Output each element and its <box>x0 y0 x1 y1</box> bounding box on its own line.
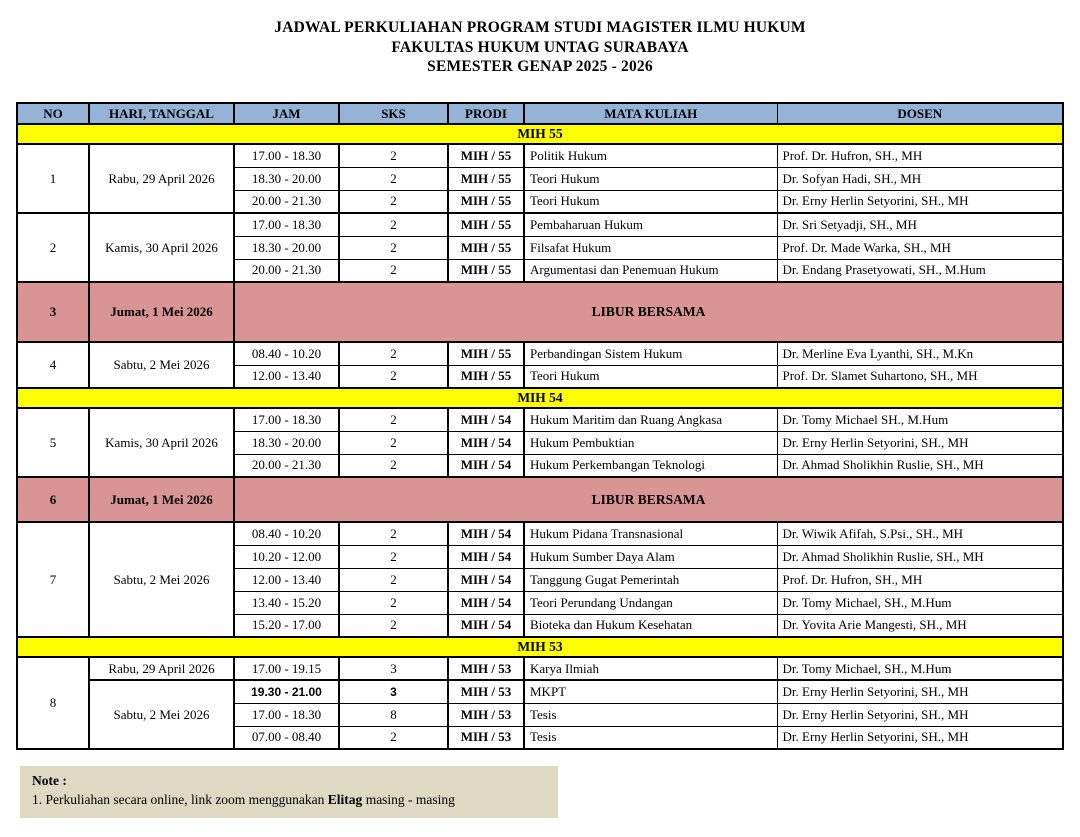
cell-jam: 12.00 - 13.40 <box>234 568 339 591</box>
column-header-no: NO <box>17 103 89 124</box>
cell-sks: 3 <box>339 680 448 703</box>
cell-date: Rabu, 29 April 2026 <box>89 657 234 680</box>
note-item-text: 1. Perkuliahan secara online, link zoom menggunakan <box>32 792 328 807</box>
cell-mata-kuliah: Tanggung Gugat Pemerintah <box>524 568 777 591</box>
cell-mata-kuliah: Hukum Pembuktian <box>524 431 777 454</box>
cell-date: Kamis, 30 April 2026 <box>89 213 234 282</box>
cell-date: Sabtu, 2 Mei 2026 <box>89 522 234 637</box>
cell-dosen: Dr. Tomy Michael, SH., M.Hum <box>777 591 1063 614</box>
cell-no: 7 <box>17 522 89 637</box>
cell-sks: 2 <box>339 726 448 749</box>
cell-jam: 18.30 - 20.00 <box>234 167 339 190</box>
cell-prodi: MIH / 55 <box>448 259 524 282</box>
cell-jam: 12.00 - 13.40 <box>234 365 339 388</box>
note-item-suffix: masing - masing <box>362 792 455 807</box>
cell-dosen: Dr. Endang Prasetyowati, SH., M.Hum <box>777 259 1063 282</box>
column-header-sks: SKS <box>339 103 448 124</box>
cell-prodi: MIH / 55 <box>448 167 524 190</box>
cell-no: 8 <box>17 657 89 749</box>
section-row-mih-54 <box>17 388 1063 408</box>
cell-prodi: MIH / 53 <box>448 680 524 703</box>
title-line-3: SEMESTER GENAP 2025 - 2026 <box>427 58 653 75</box>
cell-jam: 18.30 - 20.00 <box>234 431 339 454</box>
cell-date: Sabtu, 2 Mei 2026 <box>89 342 234 388</box>
cell-mata-kuliah: Filsafat Hukum <box>524 236 777 259</box>
cell-mata-kuliah: MKPT <box>524 680 777 703</box>
cell-no: 6 <box>17 477 89 522</box>
cell-mata-kuliah: Pembaharuan Hukum <box>524 213 777 236</box>
schedule-row <box>17 680 1063 703</box>
cell-prodi: MIH / 55 <box>448 342 524 365</box>
note-title: Note : <box>32 773 67 788</box>
cell-sks: 2 <box>339 236 448 259</box>
cell-sks: 2 <box>339 144 448 167</box>
cell-dosen: Dr. Erny Herlin Setyorini, SH., MH <box>777 726 1063 749</box>
cell-jam: 17.00 - 19.15 <box>234 657 339 680</box>
cell-prodi: MIH / 54 <box>448 614 524 637</box>
column-header-hari-tanggal: HARI, TANGGAL <box>89 103 234 124</box>
cell-sks: 8 <box>339 703 448 726</box>
column-headers <box>17 103 1063 124</box>
cell-mata-kuliah: Teori Hukum <box>524 167 777 190</box>
cell-mata-kuliah: Argumentasi dan Penemuan Hukum <box>524 259 777 282</box>
column-header-jam: JAM <box>234 103 339 124</box>
cell-dosen: Dr. Ahmad Sholikhin Ruslie, SH., MH <box>777 545 1063 568</box>
schedule-row <box>17 522 1063 545</box>
cell-mata-kuliah: Teori Hukum <box>524 190 777 213</box>
cell-jam: 17.00 - 18.30 <box>234 144 339 167</box>
cell-mata-kuliah: Teori Hukum <box>524 365 777 388</box>
cell-dosen: Dr. Sri Setyadji, SH., MH <box>777 213 1063 236</box>
cell-prodi: MIH / 55 <box>448 190 524 213</box>
cell-dosen: Dr. Tomy Michael SH., M.Hum <box>777 408 1063 431</box>
cell-prodi: MIH / 53 <box>448 726 524 749</box>
note-item-bold: Elitag <box>327 792 363 807</box>
cell-sks: 2 <box>339 431 448 454</box>
cell-date: Jumat, 1 Mei 2026 <box>89 282 234 342</box>
cell-date: Rabu, 29 April 2026 <box>89 144 234 213</box>
cell-jam: 10.20 - 12.00 <box>234 545 339 568</box>
holiday-label: LIBUR BERSAMA <box>234 477 1063 522</box>
cell-mata-kuliah: Politik Hukum <box>524 144 777 167</box>
cell-jam: 17.00 - 18.30 <box>234 213 339 236</box>
cell-prodi: MIH / 54 <box>448 591 524 614</box>
cell-jam: 19.30 - 21.00 <box>234 680 339 703</box>
cell-sks: 2 <box>339 342 448 365</box>
cell-mata-kuliah: Tesis <box>524 726 777 749</box>
cell-jam: 20.00 - 21.30 <box>234 190 339 213</box>
schedule-row <box>17 144 1063 167</box>
cell-prodi: MIH / 54 <box>448 408 524 431</box>
schedule-table <box>16 102 1064 750</box>
note-block <box>20 766 558 818</box>
cell-prodi: MIH / 55 <box>448 365 524 388</box>
column-header-dosen: DOSEN <box>777 103 1063 124</box>
schedule-row <box>17 342 1063 365</box>
cell-no: 3 <box>17 282 89 342</box>
cell-dosen: Dr. Sofyan Hadi, SH., MH <box>777 167 1063 190</box>
section-label-mih-54: MIH 54 <box>17 388 1063 408</box>
title-line-1: JADWAL PERKULIAHAN PROGRAM STUDI MAGISTER ILMU HUKUM <box>274 19 806 36</box>
cell-dosen: Dr. Erny Herlin Setyorini, SH., MH <box>777 703 1063 726</box>
section-label-mih-55: MIH 55 <box>17 124 1063 144</box>
cell-dosen: Dr. Ahmad Sholikhin Ruslie, SH., MH <box>777 454 1063 477</box>
cell-sks: 3 <box>339 657 448 680</box>
note-item <box>32 790 546 809</box>
cell-sks: 2 <box>339 408 448 431</box>
cell-prodi: MIH / 55 <box>448 144 524 167</box>
document-title <box>0 0 1080 77</box>
cell-jam: 08.40 - 10.20 <box>234 342 339 365</box>
cell-dosen: Dr. Erny Herlin Setyorini, SH., MH <box>777 431 1063 454</box>
cell-sks: 2 <box>339 568 448 591</box>
section-row-mih-55 <box>17 124 1063 144</box>
schedule-row <box>17 408 1063 431</box>
cell-mata-kuliah: Hukum Maritim dan Ruang Angkasa <box>524 408 777 431</box>
cell-prodi: MIH / 54 <box>448 568 524 591</box>
cell-sks: 2 <box>339 545 448 568</box>
cell-jam: 08.40 - 10.20 <box>234 522 339 545</box>
cell-dosen: Prof. Dr. Hufron, SH., MH <box>777 568 1063 591</box>
cell-mata-kuliah: Bioteka dan Hukum Kesehatan <box>524 614 777 637</box>
cell-dosen: Dr. Yovita Arie Mangesti, SH., MH <box>777 614 1063 637</box>
cell-mata-kuliah: Hukum Perkembangan Teknologi <box>524 454 777 477</box>
cell-no: 1 <box>17 144 89 213</box>
cell-date: Kamis, 30 April 2026 <box>89 408 234 477</box>
cell-date: Jumat, 1 Mei 2026 <box>89 477 234 522</box>
section-label-mih-53: MIH 53 <box>17 637 1063 657</box>
column-header-prodi: PRODI <box>448 103 524 124</box>
cell-prodi: MIH / 54 <box>448 545 524 568</box>
cell-jam: 18.30 - 20.00 <box>234 236 339 259</box>
cell-dosen: Dr. Merline Eva Lyanthi, SH., M.Kn <box>777 342 1063 365</box>
cell-prodi: MIH / 54 <box>448 454 524 477</box>
cell-date: Sabtu, 2 Mei 2026 <box>89 680 234 749</box>
cell-sks: 2 <box>339 365 448 388</box>
cell-mata-kuliah: Tesis <box>524 703 777 726</box>
cell-sks: 2 <box>339 591 448 614</box>
cell-mata-kuliah: Hukum Pidana Transnasional <box>524 522 777 545</box>
cell-jam: 20.00 - 21.30 <box>234 454 339 477</box>
schedule-row <box>17 657 1063 680</box>
cell-mata-kuliah: Karya Ilmiah <box>524 657 777 680</box>
cell-jam: 20.00 - 21.30 <box>234 259 339 282</box>
cell-dosen: Prof. Dr. Hufron, SH., MH <box>777 144 1063 167</box>
cell-sks: 2 <box>339 454 448 477</box>
cell-mata-kuliah: Perbandingan Sistem Hukum <box>524 342 777 365</box>
cell-no: 4 <box>17 342 89 388</box>
section-row-mih-53 <box>17 637 1063 657</box>
cell-prodi: MIH / 55 <box>448 213 524 236</box>
cell-mata-kuliah: Teori Perundang Undangan <box>524 591 777 614</box>
cell-sks: 2 <box>339 259 448 282</box>
cell-sks: 2 <box>339 522 448 545</box>
cell-dosen: Dr. Wiwik Afifah, S.Psi., SH., MH <box>777 522 1063 545</box>
table-header-row <box>17 103 1063 124</box>
cell-jam: 13.40 - 15.20 <box>234 591 339 614</box>
cell-sks: 2 <box>339 614 448 637</box>
cell-dosen: Dr. Erny Herlin Setyorini, SH., MH <box>777 680 1063 703</box>
holiday-row <box>17 282 1063 342</box>
cell-dosen: Prof. Dr. Slamet Suhartono, SH., MH <box>777 365 1063 388</box>
cell-mata-kuliah: Hukum Sumber Daya Alam <box>524 545 777 568</box>
cell-sks: 2 <box>339 213 448 236</box>
holiday-label: LIBUR BERSAMA <box>234 282 1063 342</box>
cell-no: 5 <box>17 408 89 477</box>
cell-sks: 2 <box>339 190 448 213</box>
cell-dosen: Dr. Erny Herlin Setyorini, SH., MH <box>777 190 1063 213</box>
cell-prodi: MIH / 55 <box>448 236 524 259</box>
cell-jam: 17.00 - 18.30 <box>234 703 339 726</box>
cell-prodi: MIH / 54 <box>448 522 524 545</box>
cell-dosen: Prof. Dr. Made Warka, SH., MH <box>777 236 1063 259</box>
title-line-2: FAKULTAS HUKUM UNTAG SURABAYA <box>391 38 689 56</box>
holiday-row <box>17 477 1063 522</box>
cell-sks: 2 <box>339 167 448 190</box>
cell-jam: 15.20 - 17.00 <box>234 614 339 637</box>
cell-no: 2 <box>17 213 89 282</box>
cell-jam: 07.00 - 08.40 <box>234 726 339 749</box>
cell-dosen: Dr. Tomy Michael, SH., M.Hum <box>777 657 1063 680</box>
cell-prodi: MIH / 53 <box>448 703 524 726</box>
schedule-row <box>17 213 1063 236</box>
cell-prodi: MIH / 53 <box>448 657 524 680</box>
cell-jam: 17.00 - 18.30 <box>234 408 339 431</box>
column-header-mata-kuliah: MATA KULIAH <box>524 103 777 124</box>
cell-prodi: MIH / 54 <box>448 431 524 454</box>
